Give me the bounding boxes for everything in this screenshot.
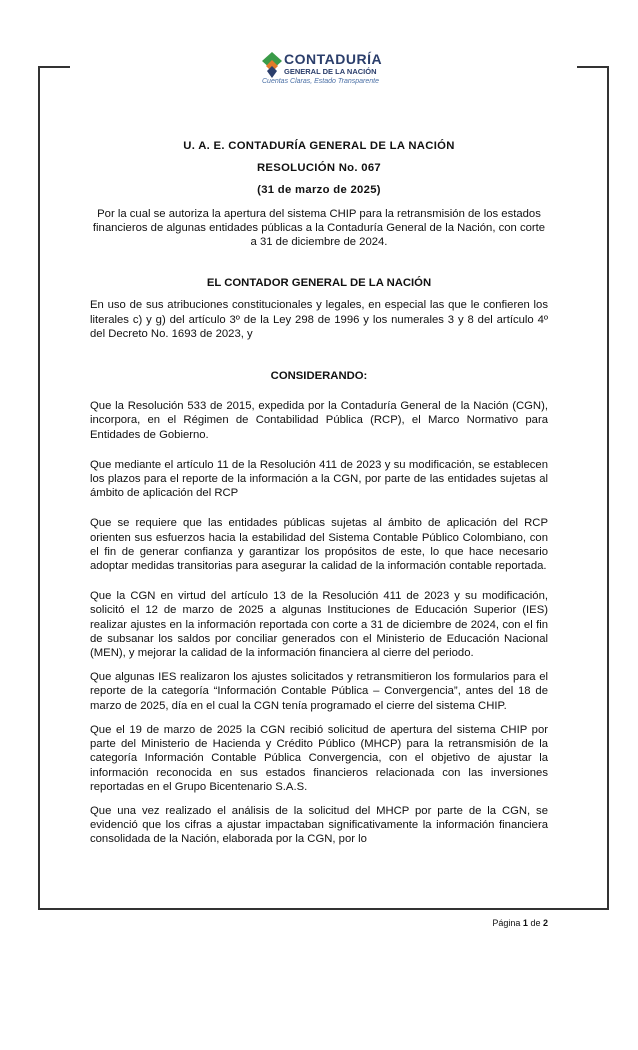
page-current: 1 [522, 918, 528, 928]
logo-tagline: Cuentas Claras, Estado Transparente [262, 78, 379, 85]
page-number [492, 918, 548, 928]
entity-heading: U. A. E. CONTADURÍA GENERAL DE LA NACIÓN [183, 140, 455, 152]
considerando-paragraph: Que mediante el artículo 11 de la Resolución 411 de 2023 y su modificación, se establecen los plazos para el reporte de la información a la CGN, por parte de las entidades sujetas al ámbito de aplicación del RCP [90, 458, 548, 500]
signatory-title: EL CONTADOR GENERAL DE LA NACIÓN [206, 277, 432, 290]
considerando-paragraph: Que una vez realizado el análisis de la solicitud del MHCP por parte de la CGN, se evidenció que los cifras a ajustar impactaban significativamente la información financiera consolidada de la Nación, elaborada por la CGN, por lo [90, 804, 548, 846]
frame-bottom-border [38, 908, 609, 910]
document-body [90, 139, 548, 847]
page-label: Página [492, 918, 521, 928]
frame-corner-top-left [38, 66, 70, 68]
resolution-date: (31 de marzo de 2025) [257, 184, 381, 197]
frame-corner-top-right [577, 66, 609, 68]
considerando-paragraph: Que la CGN en virtud del artículo 13 de la Resolución 411 de 2023 y su modificación, solicitó el 12 de marzo de 2025 a algunas Instituciones de Educación Superior (IES) realizar ajustes en la información reportada con corte a 31 de diciembre de 2024, con el fin de subsanar los saldos por conciliar generados con el Ministerio de Educación Nacional (MEN), y mejorar la calidad de la información financiera al cierre del periodo. [90, 590, 548, 660]
logo-mark-icon [262, 52, 282, 78]
resolution-number: RESOLUCIÓN No. 067 [256, 162, 382, 175]
resolution-summary: Por la cual se autoriza la apertura del sistema CHIP para la retransmisión de los estados financieros de algunas entidades públicas a la Contaduría General de la Nación, con corte a 31 de diciembre de 2024. [92, 207, 546, 249]
frame-right-border [607, 66, 609, 909]
contaduria-logo [262, 48, 387, 90]
preamble-paragraph: En uso de sus atribuciones constitucionales y legales, en especial las que le confieren los literales c) y g) del artículo 3º de la Ley 298 de 1996 y los numerales 3 y 8 del artículo 4º del Decreto No. 1693 de 2023, y [90, 299, 548, 340]
considerando-paragraph: Que algunas IES realizaron los ajustes solicitados y retransmitieron los formularios para el reporte de la categoría “Información Contable Pública – Convergencia”, antes del 18 de marzo de 2025, día en el cual la CGN tenía programado el cierre del sistema CHIP. [90, 671, 548, 712]
logo-subtitle: GENERAL DE LA NACIÓN [284, 67, 377, 76]
page-of: de [530, 918, 541, 928]
logo-title: CONTADURÍA [284, 51, 383, 67]
page-total: 2 [542, 918, 548, 928]
considerando-paragraph: Que el 19 de marzo de 2025 la CGN recibió solicitud de apertura del sistema CHIP por parte del Ministerio de Hacienda y Crédito Público (MHCP) para la retransmisión de la categoría Información Contable Pública Convergencia, con el objetivo de ajustar la información reconocida en sus estados financieros relacionada con las inversiones reportadas en el Grupo Bicentenario S.A.S. [90, 723, 548, 793]
frame-left-border [38, 66, 40, 909]
considerando-paragraph: Que la Resolución 533 de 2015, expedida por la Contaduría General de la Nación (CGN), incorpora, en el Régimen de Contabilidad Pública (RCP), el Marco Normativo para Entidades de Gobierno. [90, 400, 548, 441]
considerando-paragraph: Que se requiere que las entidades públicas sujetas al ámbito de aplicación del RCP orienten sus esfuerzos hacia la estabilidad del Sistema Contable Público Colombiano, con el fin de generar confianza y garantizar los propósitos de este, lo que hace necesario adoptar medidas transitorias para asegurar la calidad de la información contable reportada. [90, 517, 548, 573]
considerando-heading: CONSIDERANDO: [270, 370, 368, 383]
